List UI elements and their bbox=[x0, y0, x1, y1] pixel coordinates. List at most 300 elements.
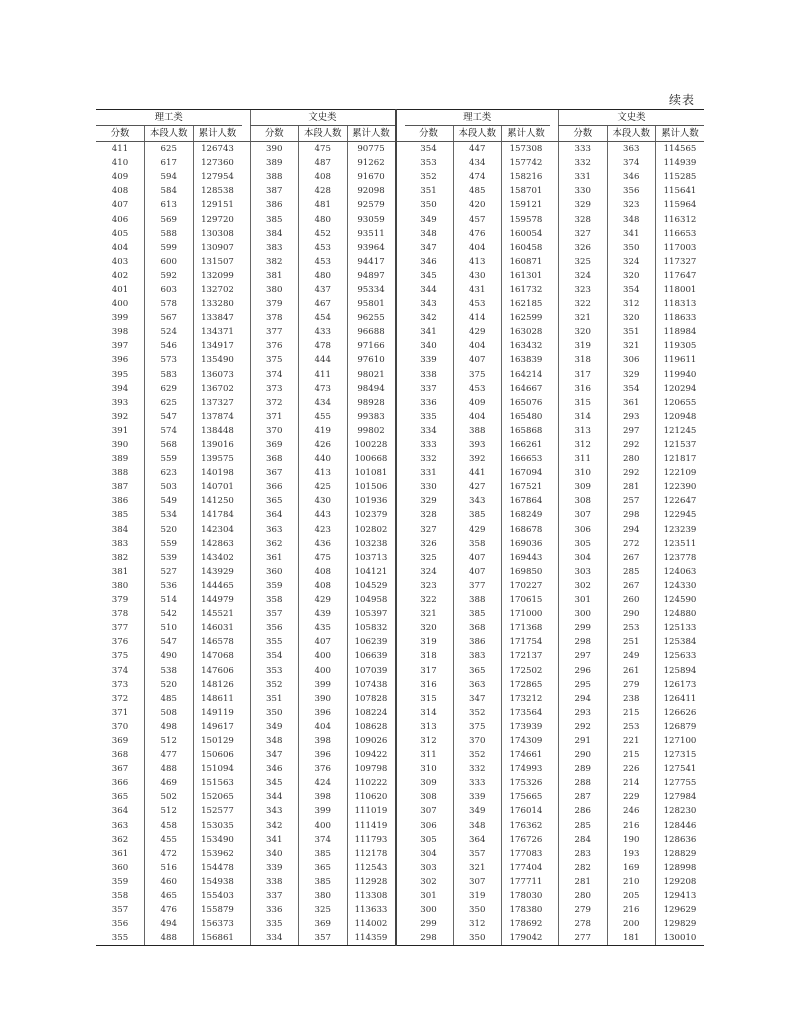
segment-count-cell: 578 bbox=[145, 297, 194, 311]
score-cell: 354 bbox=[250, 649, 299, 663]
score-cell: 373 bbox=[250, 382, 299, 396]
cumulative-count-cell: 155879 bbox=[193, 903, 242, 917]
cumulative-count-cell: 129720 bbox=[193, 212, 242, 226]
score-cell: 333 bbox=[420, 440, 437, 451]
segment-count-cell: 623 bbox=[145, 466, 194, 480]
score-cell: 324 bbox=[559, 269, 608, 283]
score-cell: 362 bbox=[111, 834, 129, 845]
table-row bbox=[96, 790, 704, 804]
cumulative-count-cell: 160871 bbox=[502, 255, 551, 269]
cumulative-count-cell: 158701 bbox=[502, 184, 551, 198]
score-cell: 324 bbox=[420, 566, 437, 577]
segment-count-cell: 320 bbox=[607, 311, 656, 325]
table-row bbox=[96, 269, 704, 283]
score-cell: 304 bbox=[559, 551, 608, 565]
segment-count-cell: 375 bbox=[453, 368, 502, 382]
score-cell: 316 bbox=[420, 679, 437, 690]
segment-count-cell: 365 bbox=[299, 861, 348, 875]
segment-count-cell: 261 bbox=[607, 663, 656, 677]
segment-count-cell: 280 bbox=[607, 452, 656, 466]
cumulative-count-cell: 120655 bbox=[656, 396, 705, 410]
cumulative-count-cell: 96255 bbox=[347, 311, 396, 325]
segment-count-cell: 364 bbox=[453, 833, 502, 847]
cumulative-count-cell: 174993 bbox=[502, 762, 551, 776]
score-cell: 339 bbox=[250, 861, 299, 875]
table-body bbox=[96, 142, 704, 946]
cumulative-count-cell: 160054 bbox=[502, 227, 551, 241]
cumulative-count-cell: 142304 bbox=[193, 523, 242, 537]
segment-count-cell: 498 bbox=[145, 720, 194, 734]
header-cumulative-count: 累计人数 bbox=[347, 126, 396, 142]
score-cell: 309 bbox=[420, 778, 437, 789]
cumulative-count-cell: 107039 bbox=[347, 663, 396, 677]
segment-count-cell: 512 bbox=[145, 734, 194, 748]
cumulative-count-cell: 112178 bbox=[347, 847, 396, 861]
score-cell: 310 bbox=[559, 466, 608, 480]
segment-count-cell: 414 bbox=[453, 311, 502, 325]
cumulative-count-cell: 103238 bbox=[347, 537, 396, 551]
table-row bbox=[96, 607, 704, 621]
segment-count-cell: 485 bbox=[145, 692, 194, 706]
cumulative-count-cell: 99802 bbox=[347, 424, 396, 438]
score-cell: 365 bbox=[250, 494, 299, 508]
segment-count-cell: 508 bbox=[145, 706, 194, 720]
score-cell: 330 bbox=[559, 184, 608, 198]
score-cell: 348 bbox=[250, 734, 299, 748]
cumulative-count-cell: 95334 bbox=[347, 283, 396, 297]
segment-count-cell: 539 bbox=[145, 551, 194, 565]
score-cell: 351 bbox=[420, 186, 437, 197]
cumulative-count-cell: 153035 bbox=[193, 819, 242, 833]
cumulative-count-cell: 126626 bbox=[656, 706, 705, 720]
table-row bbox=[96, 903, 704, 917]
segment-count-cell: 385 bbox=[299, 875, 348, 889]
segment-count-cell: 423 bbox=[299, 523, 348, 537]
score-cell: 364 bbox=[250, 508, 299, 522]
cumulative-count-cell: 128446 bbox=[656, 819, 705, 833]
segment-count-cell: 503 bbox=[145, 480, 194, 494]
segment-count-cell: 520 bbox=[145, 678, 194, 692]
cumulative-count-cell: 147606 bbox=[193, 663, 242, 677]
cumulative-count-cell: 121537 bbox=[656, 438, 705, 452]
cumulative-count-cell: 170615 bbox=[502, 593, 551, 607]
cumulative-count-cell: 97166 bbox=[347, 339, 396, 353]
segment-count-cell: 424 bbox=[299, 776, 348, 790]
score-cell: 302 bbox=[559, 579, 608, 593]
score-cell: 380 bbox=[250, 283, 299, 297]
score-cell: 328 bbox=[559, 212, 608, 226]
cumulative-count-cell: 90775 bbox=[347, 142, 396, 157]
cumulative-count-cell: 167521 bbox=[502, 480, 551, 494]
score-cell: 398 bbox=[111, 327, 129, 338]
score-cell: 285 bbox=[559, 819, 608, 833]
score-cell: 331 bbox=[559, 170, 608, 184]
cumulative-count-cell: 156861 bbox=[193, 931, 242, 946]
score-cell: 353 bbox=[250, 663, 299, 677]
score-cell: 365 bbox=[111, 792, 129, 803]
header-segment-count: 本段人数 bbox=[453, 126, 502, 142]
cumulative-count-cell: 117327 bbox=[656, 255, 705, 269]
table-row bbox=[96, 819, 704, 833]
score-cell: 364 bbox=[111, 806, 129, 817]
segment-count-cell: 396 bbox=[299, 706, 348, 720]
score-cell: 388 bbox=[250, 170, 299, 184]
score-cell: 381 bbox=[250, 269, 299, 283]
cumulative-count-cell: 173564 bbox=[502, 706, 551, 720]
score-cell: 301 bbox=[420, 891, 437, 902]
score-cell: 308 bbox=[420, 792, 437, 803]
segment-count-cell: 429 bbox=[299, 593, 348, 607]
segment-count-cell: 549 bbox=[145, 494, 194, 508]
cumulative-count-cell: 103713 bbox=[347, 551, 396, 565]
score-cell: 375 bbox=[250, 353, 299, 367]
score-cell: 378 bbox=[111, 609, 129, 620]
cumulative-count-cell: 138448 bbox=[193, 424, 242, 438]
segment-count-cell: 455 bbox=[145, 833, 194, 847]
cumulative-count-cell: 100668 bbox=[347, 452, 396, 466]
cumulative-count-cell: 127954 bbox=[193, 170, 242, 184]
score-cell: 303 bbox=[420, 862, 437, 873]
score-cell: 408 bbox=[111, 186, 129, 197]
segment-count-cell: 413 bbox=[453, 255, 502, 269]
score-cell: 371 bbox=[111, 707, 129, 718]
segment-count-cell: 473 bbox=[299, 382, 348, 396]
cumulative-count-cell: 164667 bbox=[502, 382, 551, 396]
cumulative-count-cell: 110222 bbox=[347, 776, 396, 790]
segment-count-cell: 321 bbox=[453, 861, 502, 875]
cumulative-count-cell: 102379 bbox=[347, 508, 396, 522]
segment-count-cell: 267 bbox=[607, 579, 656, 593]
score-cell: 282 bbox=[559, 861, 608, 875]
cumulative-count-cell: 151094 bbox=[193, 762, 242, 776]
segment-count-cell: 625 bbox=[145, 142, 194, 157]
score-cell: 321 bbox=[420, 609, 437, 620]
score-cell: 335 bbox=[420, 411, 437, 422]
score-cell: 381 bbox=[111, 566, 129, 577]
score-distribution-table bbox=[96, 109, 704, 946]
segment-count-cell: 538 bbox=[145, 663, 194, 677]
segment-count-cell: 246 bbox=[607, 804, 656, 818]
segment-count-cell: 404 bbox=[299, 720, 348, 734]
score-cell: 395 bbox=[111, 369, 129, 380]
segment-count-cell: 475 bbox=[299, 142, 348, 157]
score-cell: 372 bbox=[250, 396, 299, 410]
cumulative-count-cell: 126173 bbox=[656, 678, 705, 692]
segment-count-cell: 319 bbox=[453, 889, 502, 903]
header-segment-count: 本段人数 bbox=[299, 126, 348, 142]
score-cell: 316 bbox=[559, 382, 608, 396]
table-row bbox=[96, 706, 704, 720]
cumulative-count-cell: 112928 bbox=[347, 875, 396, 889]
cumulative-count-cell: 111419 bbox=[347, 819, 396, 833]
segment-count-cell: 306 bbox=[607, 353, 656, 367]
segment-count-cell: 583 bbox=[145, 368, 194, 382]
score-cell: 371 bbox=[250, 410, 299, 424]
score-cell: 304 bbox=[420, 848, 437, 859]
cumulative-count-cell: 104529 bbox=[347, 579, 396, 593]
cumulative-count-cell: 133280 bbox=[193, 297, 242, 311]
score-cell: 385 bbox=[250, 212, 299, 226]
cumulative-count-cell: 163028 bbox=[502, 325, 551, 339]
table-row bbox=[96, 494, 704, 508]
segment-count-cell: 434 bbox=[299, 396, 348, 410]
cumulative-count-cell: 142863 bbox=[193, 537, 242, 551]
segment-count-cell: 383 bbox=[453, 649, 502, 663]
table-row bbox=[96, 847, 704, 861]
cumulative-count-cell: 140198 bbox=[193, 466, 242, 480]
cumulative-count-cell: 118633 bbox=[656, 311, 705, 325]
segment-count-cell: 399 bbox=[299, 804, 348, 818]
score-cell: 358 bbox=[250, 593, 299, 607]
segment-count-cell: 408 bbox=[299, 170, 348, 184]
cumulative-count-cell: 139575 bbox=[193, 452, 242, 466]
score-cell: 337 bbox=[250, 889, 299, 903]
cumulative-count-cell: 168678 bbox=[502, 523, 551, 537]
cumulative-count-cell: 173939 bbox=[502, 720, 551, 734]
table-row bbox=[96, 720, 704, 734]
score-cell: 335 bbox=[250, 917, 299, 931]
table-row bbox=[96, 593, 704, 607]
score-cell: 404 bbox=[111, 242, 129, 253]
cumulative-count-cell: 115285 bbox=[656, 170, 705, 184]
cumulative-count-cell: 163432 bbox=[502, 339, 551, 353]
cumulative-count-cell: 162599 bbox=[502, 311, 551, 325]
cumulative-count-cell: 165480 bbox=[502, 410, 551, 424]
score-cell: 388 bbox=[111, 468, 129, 479]
segment-count-cell: 356 bbox=[607, 184, 656, 198]
segment-count-cell: 332 bbox=[453, 762, 502, 776]
segment-count-cell: 429 bbox=[453, 325, 502, 339]
table-row bbox=[96, 170, 704, 184]
segment-count-cell: 325 bbox=[299, 903, 348, 917]
score-cell: 293 bbox=[559, 706, 608, 720]
segment-count-cell: 292 bbox=[607, 466, 656, 480]
segment-count-cell: 400 bbox=[299, 819, 348, 833]
cumulative-count-cell: 98021 bbox=[347, 368, 396, 382]
score-cell: 345 bbox=[250, 776, 299, 790]
segment-count-cell: 488 bbox=[145, 762, 194, 776]
segment-count-cell: 430 bbox=[299, 494, 348, 508]
score-cell: 299 bbox=[559, 621, 608, 635]
score-cell: 328 bbox=[420, 510, 437, 521]
cumulative-count-cell: 96688 bbox=[347, 325, 396, 339]
cumulative-count-cell: 165076 bbox=[502, 396, 551, 410]
segment-count-cell: 547 bbox=[145, 410, 194, 424]
score-cell: 315 bbox=[420, 693, 437, 704]
segment-count-cell: 348 bbox=[453, 819, 502, 833]
score-cell: 334 bbox=[250, 931, 299, 946]
segment-count-cell: 388 bbox=[453, 593, 502, 607]
cumulative-count-cell: 177404 bbox=[502, 861, 551, 875]
score-cell: 389 bbox=[250, 156, 299, 170]
score-cell: 319 bbox=[559, 339, 608, 353]
table-row bbox=[96, 142, 704, 157]
table-row bbox=[96, 424, 704, 438]
header-score: 分数 bbox=[405, 126, 454, 142]
segment-count-cell: 629 bbox=[145, 382, 194, 396]
segment-count-cell: 298 bbox=[607, 508, 656, 522]
cumulative-count-cell: 136702 bbox=[193, 382, 242, 396]
segment-count-cell: 294 bbox=[607, 523, 656, 537]
segment-count-cell: 433 bbox=[299, 325, 348, 339]
segment-count-cell: 350 bbox=[607, 241, 656, 255]
cumulative-count-cell: 149617 bbox=[193, 720, 242, 734]
segment-count-cell: 393 bbox=[453, 438, 502, 452]
score-cell: 392 bbox=[111, 411, 129, 422]
score-cell: 283 bbox=[559, 847, 608, 861]
table-row bbox=[96, 311, 704, 325]
segment-count-cell: 396 bbox=[299, 748, 348, 762]
header-cumulative-count: 累计人数 bbox=[656, 126, 705, 142]
cumulative-count-cell: 165868 bbox=[502, 424, 551, 438]
score-cell: 343 bbox=[250, 804, 299, 818]
cumulative-count-cell: 92579 bbox=[347, 198, 396, 212]
score-cell: 350 bbox=[420, 200, 437, 211]
cumulative-count-cell: 167094 bbox=[502, 466, 551, 480]
segment-count-cell: 251 bbox=[607, 635, 656, 649]
cumulative-count-cell: 152065 bbox=[193, 790, 242, 804]
cumulative-count-cell: 118001 bbox=[656, 283, 705, 297]
group-header-science-2: 理工类 bbox=[405, 110, 551, 126]
table-header bbox=[96, 110, 704, 142]
segment-count-cell: 226 bbox=[607, 762, 656, 776]
score-cell: 382 bbox=[111, 552, 129, 563]
score-cell: 336 bbox=[420, 397, 437, 408]
table-row bbox=[96, 156, 704, 170]
segment-count-cell: 365 bbox=[453, 663, 502, 677]
score-cell: 291 bbox=[559, 734, 608, 748]
segment-count-cell: 351 bbox=[607, 325, 656, 339]
cumulative-count-cell: 114939 bbox=[656, 156, 705, 170]
score-cell: 376 bbox=[250, 339, 299, 353]
segment-count-cell: 267 bbox=[607, 551, 656, 565]
score-cell: 302 bbox=[420, 876, 437, 887]
score-cell: 387 bbox=[250, 184, 299, 198]
cumulative-count-cell: 106639 bbox=[347, 649, 396, 663]
continued-table-label: 续表 bbox=[668, 93, 695, 107]
segment-count-cell: 323 bbox=[607, 198, 656, 212]
segment-count-cell: 169 bbox=[607, 861, 656, 875]
cumulative-count-cell: 171754 bbox=[502, 635, 551, 649]
segment-count-cell: 427 bbox=[453, 480, 502, 494]
score-cell: 321 bbox=[559, 311, 608, 325]
score-cell: 288 bbox=[559, 776, 608, 790]
cumulative-count-cell: 110620 bbox=[347, 790, 396, 804]
score-cell: 317 bbox=[420, 665, 437, 676]
cumulative-count-cell: 163839 bbox=[502, 353, 551, 367]
cumulative-count-cell: 129629 bbox=[656, 903, 705, 917]
segment-count-cell: 377 bbox=[453, 579, 502, 593]
cumulative-count-cell: 124063 bbox=[656, 565, 705, 579]
score-cell: 281 bbox=[559, 875, 608, 889]
segment-count-cell: 441 bbox=[453, 466, 502, 480]
cumulative-count-cell: 104121 bbox=[347, 565, 396, 579]
segment-count-cell: 514 bbox=[145, 593, 194, 607]
cumulative-count-cell: 107828 bbox=[347, 692, 396, 706]
segment-count-cell: 341 bbox=[607, 227, 656, 241]
cumulative-count-cell: 149119 bbox=[193, 706, 242, 720]
table-row bbox=[96, 353, 704, 367]
segment-count-cell: 457 bbox=[453, 212, 502, 226]
score-cell: 342 bbox=[420, 313, 437, 324]
cumulative-count-cell: 175326 bbox=[502, 776, 551, 790]
score-cell: 353 bbox=[420, 158, 437, 169]
table-row bbox=[96, 508, 704, 522]
score-cell: 386 bbox=[111, 496, 129, 507]
score-cell: 347 bbox=[420, 242, 437, 253]
score-cell: 345 bbox=[420, 270, 437, 281]
table-row bbox=[96, 748, 704, 762]
score-cell: 382 bbox=[250, 255, 299, 269]
cumulative-count-cell: 141250 bbox=[193, 494, 242, 508]
segment-count-cell: 453 bbox=[299, 241, 348, 255]
cumulative-count-cell: 144465 bbox=[193, 579, 242, 593]
cumulative-count-cell: 140701 bbox=[193, 480, 242, 494]
score-cell: 368 bbox=[111, 750, 129, 761]
score-cell: 336 bbox=[250, 903, 299, 917]
cumulative-count-cell: 175665 bbox=[502, 790, 551, 804]
segment-count-cell: 349 bbox=[453, 804, 502, 818]
score-cell: 367 bbox=[250, 466, 299, 480]
segment-count-cell: 333 bbox=[453, 776, 502, 790]
score-cell: 356 bbox=[250, 621, 299, 635]
cumulative-count-cell: 167864 bbox=[502, 494, 551, 508]
cumulative-count-cell: 147068 bbox=[193, 649, 242, 663]
score-cell: 397 bbox=[111, 341, 129, 352]
score-cell: 320 bbox=[559, 325, 608, 339]
cumulative-count-cell: 127755 bbox=[656, 776, 705, 790]
cumulative-count-cell: 108628 bbox=[347, 720, 396, 734]
segment-count-cell: 320 bbox=[607, 269, 656, 283]
segment-count-cell: 454 bbox=[299, 311, 348, 325]
score-cell: 278 bbox=[559, 917, 608, 931]
score-cell: 313 bbox=[420, 721, 437, 732]
segment-count-cell: 502 bbox=[145, 790, 194, 804]
cumulative-count-cell: 178030 bbox=[502, 889, 551, 903]
cumulative-count-cell: 177711 bbox=[502, 875, 551, 889]
score-cell: 299 bbox=[420, 919, 437, 930]
score-cell: 354 bbox=[420, 144, 437, 155]
cumulative-count-cell: 166261 bbox=[502, 438, 551, 452]
header-score: 分数 bbox=[96, 126, 145, 142]
cumulative-count-cell: 130907 bbox=[193, 241, 242, 255]
score-cell: 344 bbox=[420, 284, 437, 295]
cumulative-count-cell: 99383 bbox=[347, 410, 396, 424]
table-row bbox=[96, 551, 704, 565]
score-cell: 359 bbox=[250, 579, 299, 593]
score-cell: 380 bbox=[111, 580, 129, 591]
score-cell: 372 bbox=[111, 693, 129, 704]
score-cell: 347 bbox=[250, 748, 299, 762]
segment-count-cell: 407 bbox=[453, 565, 502, 579]
score-cell: 280 bbox=[559, 889, 608, 903]
score-cell: 343 bbox=[420, 299, 437, 310]
segment-count-cell: 407 bbox=[453, 551, 502, 565]
segment-count-cell: 436 bbox=[299, 537, 348, 551]
cumulative-count-cell: 172502 bbox=[502, 663, 551, 677]
segment-count-cell: 368 bbox=[453, 621, 502, 635]
score-cell: 341 bbox=[420, 327, 437, 338]
score-cell: 318 bbox=[559, 353, 608, 367]
cumulative-count-cell: 169036 bbox=[502, 537, 551, 551]
cumulative-count-cell: 136073 bbox=[193, 368, 242, 382]
score-cell: 373 bbox=[111, 679, 129, 690]
cumulative-count-cell: 127315 bbox=[656, 748, 705, 762]
cumulative-count-cell: 122390 bbox=[656, 480, 705, 494]
cumulative-count-cell: 116312 bbox=[656, 212, 705, 226]
segment-count-cell: 352 bbox=[453, 748, 502, 762]
table-row bbox=[96, 762, 704, 776]
